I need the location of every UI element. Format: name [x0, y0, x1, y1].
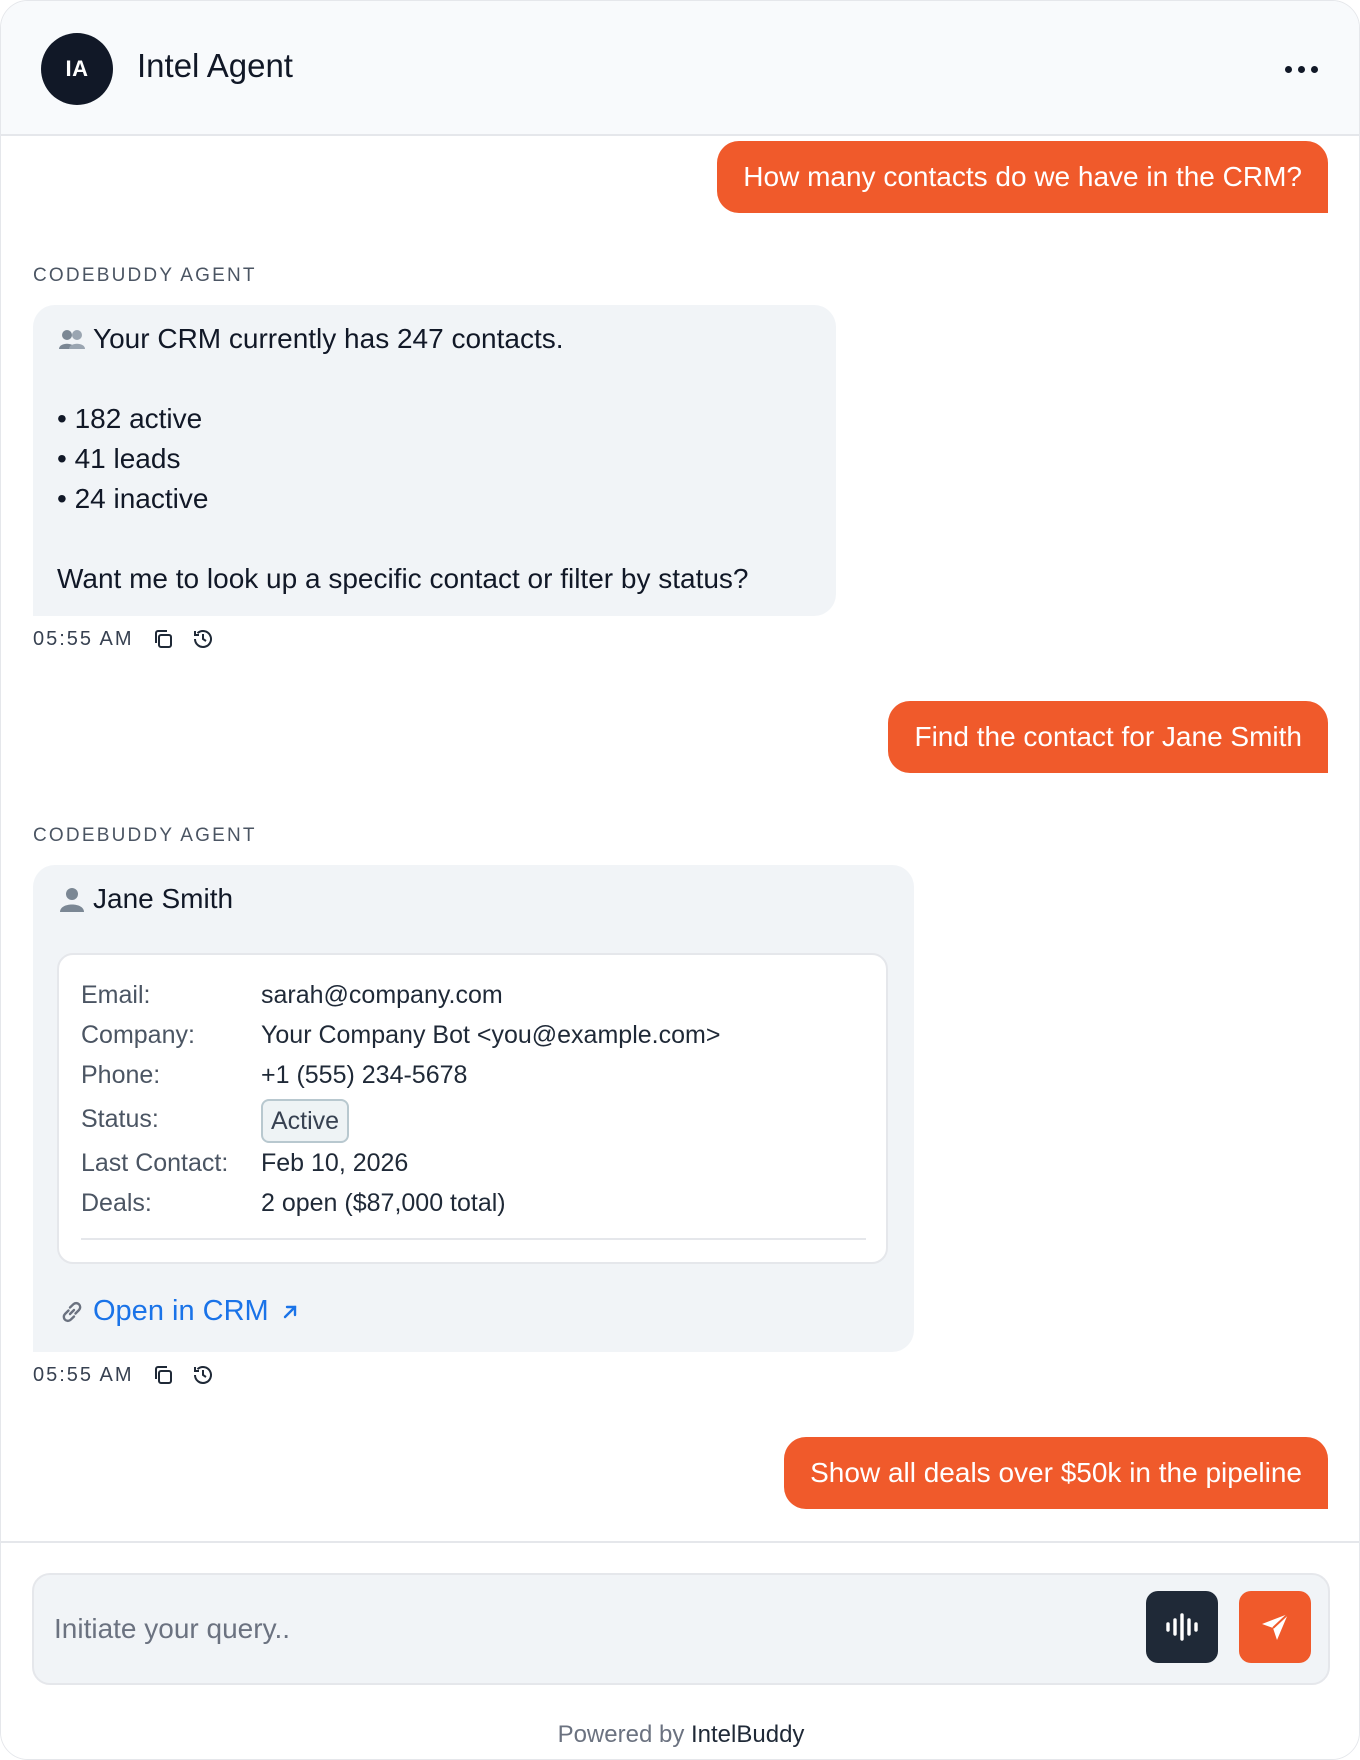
- user-message: Find the contact for Jane Smith: [888, 701, 1328, 773]
- send-button[interactable]: [1239, 1591, 1311, 1663]
- more-options-icon[interactable]: [1271, 51, 1331, 87]
- field-label: Email:: [81, 981, 151, 1009]
- message-meta: [33, 1361, 214, 1389]
- person-icon: [57, 884, 87, 914]
- dot: [1285, 66, 1292, 73]
- field-label: Company:: [81, 1021, 195, 1049]
- summary-text: Your CRM currently has 247 contacts.: [93, 323, 564, 354]
- message-meta: [33, 625, 214, 653]
- avatar: IA: [41, 33, 113, 105]
- user-message: Show all deals over $50k in the pipeline: [784, 1437, 1328, 1509]
- history-icon[interactable]: [192, 628, 214, 650]
- last-contact-value: Feb 10, 2026: [261, 1149, 409, 1177]
- field-label: Deals:: [81, 1189, 152, 1217]
- send-icon: [1259, 1611, 1291, 1643]
- list-item: • 182 active: [57, 403, 203, 434]
- user-message: How many contacts do we have in the CRM?: [717, 141, 1328, 213]
- status-badge: Active: [261, 1099, 349, 1143]
- open-in-crm-link[interactable]: [57, 1295, 299, 1328]
- contact-card: [57, 953, 888, 1264]
- history-icon[interactable]: [192, 1364, 214, 1386]
- email-value: sarah@company.com: [261, 981, 503, 1009]
- contacts-group-icon: [57, 324, 87, 354]
- voice-input-button[interactable]: [1146, 1591, 1218, 1663]
- field-label: Last Contact:: [81, 1149, 229, 1177]
- timestamp: 05:55 AM: [33, 627, 134, 650]
- contact-name: [57, 883, 233, 915]
- dot: [1298, 66, 1305, 73]
- brand-name: IntelBuddy: [691, 1721, 805, 1748]
- powered-by-label: Powered by: [557, 1721, 685, 1748]
- dot: [1311, 66, 1318, 73]
- query-input[interactable]: [54, 1595, 1154, 1663]
- link-label: Open in CRM: [93, 1295, 269, 1327]
- audio-waveform-icon: [1164, 1612, 1200, 1642]
- composer-area: [1, 1541, 1360, 1760]
- agent-message: [33, 865, 914, 1352]
- phone-value: +1 (555) 234-5678: [261, 1061, 468, 1089]
- contact-name-text: Jane Smith: [93, 883, 234, 914]
- copy-icon[interactable]: [152, 628, 174, 650]
- field-label: Phone:: [81, 1061, 161, 1089]
- agent-label: CODEBUDDY AGENT: [33, 265, 257, 286]
- external-link-icon: [281, 1303, 299, 1321]
- copy-icon[interactable]: [152, 1364, 174, 1386]
- deals-value: 2 open ($87,000 total): [261, 1189, 506, 1217]
- list-item: • 41 leads: [57, 443, 181, 474]
- agent-label: CODEBUDDY AGENT: [33, 825, 257, 846]
- link-icon: [57, 1297, 87, 1327]
- agent-message: [33, 305, 836, 616]
- chat-header: [1, 1, 1360, 136]
- powered-by: [1, 1721, 1360, 1749]
- field-label: Status:: [81, 1105, 159, 1133]
- follow-up-question: Want me to look up a specific contact or filter by status?: [57, 563, 749, 594]
- list-item: • 24 inactive: [57, 483, 209, 514]
- timestamp: 05:55 AM: [33, 1363, 134, 1386]
- composer: [32, 1573, 1330, 1685]
- divider: [81, 1238, 866, 1240]
- page-title: Intel Agent: [137, 47, 293, 84]
- company-value: Your Company Bot <you@example.com>: [261, 1021, 721, 1049]
- summary-line: [57, 323, 564, 355]
